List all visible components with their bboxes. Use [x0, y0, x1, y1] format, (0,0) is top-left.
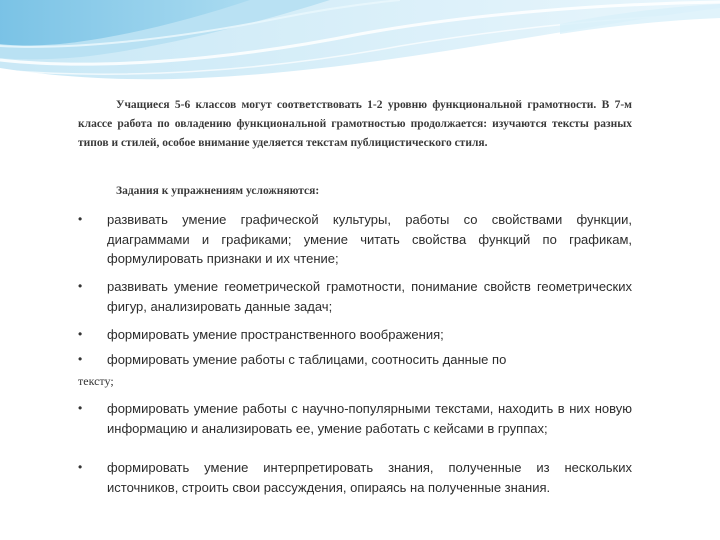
bullet-text: развивать умение геометрической грамотности, понимание свойств геометрических фигур, анализировать данные задач;	[107, 279, 632, 314]
bullet-marker: •	[78, 279, 83, 293]
bullet-marker: •	[78, 327, 83, 341]
bullet-marker: •	[78, 352, 83, 366]
bullet-text: формировать умение пространственного воображения;	[107, 327, 444, 342]
bullet-marker: •	[78, 460, 83, 474]
tasks-heading: Задания к упражнениям усложняются:	[116, 185, 320, 197]
bullet-text: развивать умение графической культуры, работы со свойствами функции, диаграммами и графиками; умение читать свойства функций по графикам, формулировать признаки и их чтение;	[107, 212, 632, 266]
bullet-continuation: тексту;	[78, 374, 114, 388]
bullet-marker: •	[78, 401, 83, 415]
bullet-text: формировать умение работы с таблицами, соотносить данные по	[107, 352, 507, 367]
bullet-text: формировать умение работы с научно-популярными текстами, находить в них новую информацию и анализировать ее, умение работать с кейсами в группах;	[107, 401, 632, 436]
bullet-marker: •	[78, 212, 83, 226]
bullet-text: формировать умение интерпретировать знания, полученные из нескольких источников, строить свои рассуждения, опираясь на полученные знания.	[107, 460, 632, 495]
intro-paragraph: Учащиеся 5-6 классов могут соответствовать 1-2 уровню функциональной грамотности. В 7-м классе работа по овладению функциональной грамотностью продолжается: изучаются тексты разных типов и стилей, особое внимание уделяется текстам публицистического стиля.	[78, 99, 632, 149]
